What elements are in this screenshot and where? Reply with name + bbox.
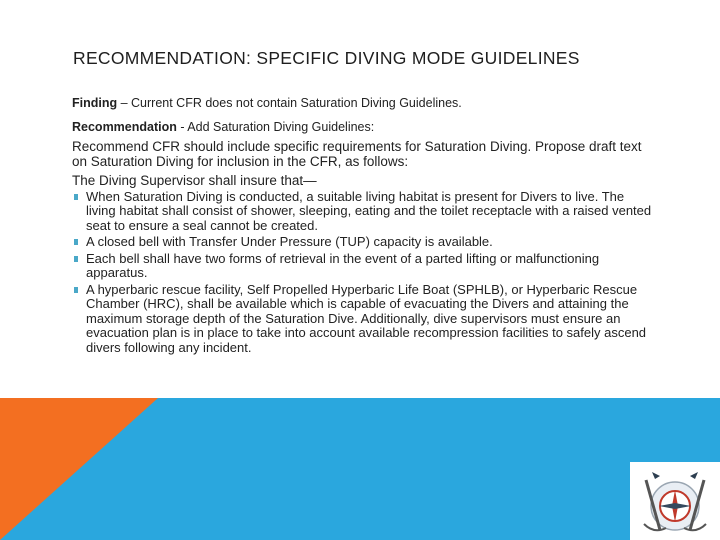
square-bullet-icon (74, 256, 78, 262)
list-item-text: When Saturation Diving is conducted, a suitable living habitat is present for Divers to live. The living habitat shall consist of shower, sleeping, eating and the toilet receptacle with a raised vented seat to ensure a seal cannot be created. (86, 188, 652, 233)
list-item (72, 235, 652, 250)
lead-paragraph: The Diving Supervisor shall insure that— (72, 173, 317, 188)
recommendation-label: Recommendation (72, 119, 177, 134)
decorative-color-band (0, 398, 720, 540)
slide-content (72, 96, 652, 357)
recommendation-text: - Add Saturation Diving Guidelines: (176, 119, 375, 134)
square-bullet-icon (74, 194, 78, 200)
finding-text: – Current CFR does not contain Saturation Diving Guidelines. (117, 96, 462, 110)
finding-label: Finding (72, 96, 118, 110)
list-item (72, 283, 652, 356)
list-item-text: A hyperbaric rescue facility, Self Propelled Hyperbaric Life Boat (SPHLB), or Hyperbaric Rescue Chamber (HRC), shall be available which is capable of evacuating the Divers and attaining the maximum storage depth of the Saturation Dive. Additionally, dive supervisors must ensure an evacuation plan is in place to take into account available recompression facilities to safely ascend divers following any incident. (86, 281, 647, 355)
square-bullet-icon (74, 287, 78, 293)
recommendation-line (72, 120, 652, 135)
coast-guard-emblem-icon (630, 462, 720, 540)
requirements-list (72, 190, 652, 356)
square-bullet-icon (74, 239, 78, 245)
list-item (72, 252, 652, 281)
list-item (72, 190, 652, 234)
intro-paragraph: Recommend CFR should include specific requirements for Saturation Diving. Propose draft text on Saturation Diving for inclusion in the CFR, as follows: (72, 139, 642, 169)
slide-title: RECOMMENDATION: SPECIFIC DIVING MODE GUIDELINES (73, 48, 580, 68)
list-item-text: A closed bell with Transfer Under Pressure (TUP) capacity is available. (86, 234, 493, 249)
finding-line (72, 96, 652, 111)
list-item-text: Each bell shall have two forms of retrieval in the event of a parted lifting or malfunctioning apparatus. (86, 250, 600, 280)
